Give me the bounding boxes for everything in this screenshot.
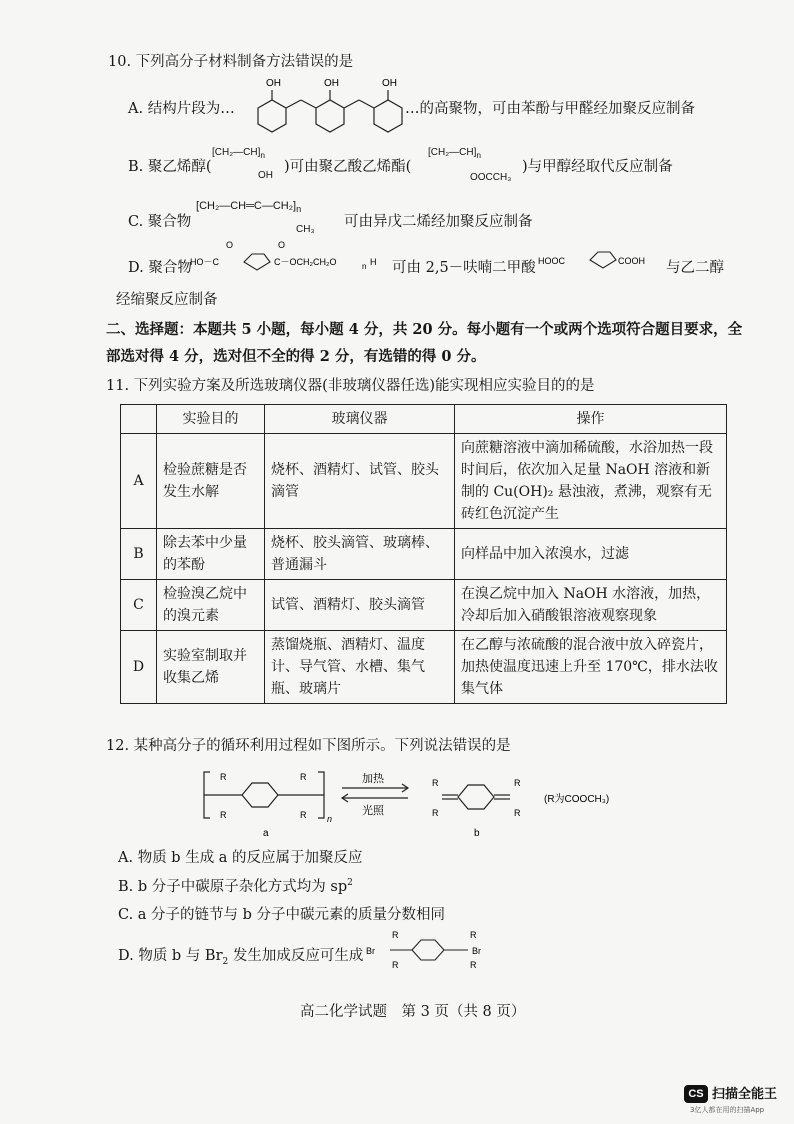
glassware-cell: 试管、酒精灯、胶头滴管 xyxy=(265,580,455,631)
o-label: O xyxy=(278,240,286,250)
glassware-cell: 蒸馏烧瓶、酒精灯、温度计、导气管、水槽、集气瓶、玻璃片 xyxy=(265,631,455,704)
isoprene-chain: CH₂—CH═C—CH₂ xyxy=(199,200,294,212)
q12-option-d-suffix: 发生加成反应可生成 xyxy=(228,948,364,964)
hooc-label: HOOC xyxy=(538,256,565,266)
n-label: n xyxy=(327,814,333,824)
table-row xyxy=(121,631,727,704)
row-label: D xyxy=(121,631,157,704)
row-label: A xyxy=(121,434,157,529)
header-cell: 操作 xyxy=(455,405,727,434)
furandicarboxylic-acid-structure xyxy=(538,244,668,274)
glassware-cell: 烧杯、胶头滴管、玻璃棒、普通漏斗 xyxy=(265,529,455,580)
r-label: R xyxy=(514,808,521,818)
q12-option-c: C. a 分子的链节与 b 分子中碳元素的质量分数相同 xyxy=(118,907,446,923)
r-label: R xyxy=(470,960,477,970)
header-cell: 实验目的 xyxy=(157,405,265,434)
o-label: O xyxy=(226,240,234,250)
q12-option-d xyxy=(118,944,363,967)
hybridization-superscript: 2 xyxy=(347,878,353,889)
polymer-cycle-diagram xyxy=(196,760,666,840)
purpose-cell: 实验室制取并收集乙烯 xyxy=(157,631,265,704)
section2-instructions-line2: 部选对得 4 分，选对但不全的得 2 分，有选错的得 0 分。 xyxy=(106,348,486,365)
d-left-group: HO－C xyxy=(190,257,219,267)
q12-option-b-text: B. b 分子中碳原子杂化方式均为 sp xyxy=(118,879,348,895)
dibromide-product-structure xyxy=(366,928,526,972)
table-row xyxy=(121,580,727,631)
q12-option-d-text: D. 物质 b 与 Br xyxy=(118,948,223,964)
r-label: R xyxy=(392,930,399,940)
row-label: C xyxy=(121,580,157,631)
purpose-cell: 检验蔗糖是否发生水解 xyxy=(157,434,265,529)
oh-label: OH xyxy=(266,78,281,89)
q10-option-a-prefix: A. 结构片段为… xyxy=(128,101,235,117)
oh-label: OH xyxy=(382,78,397,89)
label-a: a xyxy=(263,828,269,839)
q10-option-d-continuation: 经缩聚反应制备 xyxy=(116,292,218,308)
n-label: n xyxy=(362,262,367,271)
section2-instructions-line1: 二、选择题：本题共 5 小题，每小题 4 分，共 20 分。每小题有一个或两个选项符合题目要求，全 xyxy=(106,321,743,338)
cooh-label: COOH xyxy=(618,256,645,266)
arrow-label-heat: 加热 xyxy=(362,773,384,785)
scanner-watermark-subtitle: 3亿人都在用的扫描App xyxy=(690,1106,765,1114)
q10-option-b-prefix: B. 聚乙烯醇( xyxy=(128,159,212,175)
operation-cell: 向蔗糖溶液中滴加稀硫酸，水浴加热一段时间后，依次加入足量 NaOH 溶液和新制的 Cu(OH)₂ 悬浊液，煮沸，观察有无砖红色沉淀产生 xyxy=(455,434,727,529)
q10-option-c-suffix: 可由异戊二烯经加聚反应制备 xyxy=(344,214,533,230)
polyester-structure xyxy=(190,236,390,276)
glassware-cell: 烧杯、酒精灯、试管、胶头滴管 xyxy=(265,434,455,529)
phenol-formaldehyde-structure xyxy=(236,74,406,136)
q12-stem: 12. 某种高分子的循环利用过程如下图所示。下列说法错误的是 xyxy=(106,738,511,754)
table-header-row xyxy=(121,405,727,434)
page-footer: 高二化学试题 第 3 页（共 8 页） xyxy=(300,1004,526,1020)
r-label: R xyxy=(432,778,439,788)
d-right-group: C－OCH₂CH₂O xyxy=(274,257,337,267)
q10-option-b-middle: )可由聚乙酸乙烯酯( xyxy=(284,159,412,175)
polyvinyl-alcohol-unit: $[CH_2—CH]_n$ xyxy=(212,147,265,160)
purpose-cell: 检验溴乙烷中的溴元素 xyxy=(157,580,265,631)
table-row xyxy=(121,434,727,529)
label-b: b xyxy=(474,828,480,839)
operation-cell: 向样品中加入浓溴水，过滤 xyxy=(455,529,727,580)
polyisoprene-unit: $[CH_2—CH═C—CH_2]_n$ xyxy=(196,200,302,215)
q10-option-c-prefix: C. 聚合物 xyxy=(128,214,192,230)
r-label: R xyxy=(300,772,307,782)
scanner-watermark-title: 扫描全能王 xyxy=(712,1087,778,1102)
n-label: n xyxy=(260,150,265,160)
r-label: R xyxy=(220,810,227,820)
operation-cell: 在乙醇与浓硫酸的混合液中放入碎瓷片，加热使温度迅速上升至 170℃，排水法收集气体 xyxy=(455,631,727,704)
q10-option-b-suffix: )与甲醇经取代反应制备 xyxy=(522,159,673,175)
br-label: Br xyxy=(472,946,481,956)
table-row xyxy=(121,529,727,580)
oh-label: OH xyxy=(258,170,273,181)
r-label: R xyxy=(220,772,227,782)
r-label: R xyxy=(432,808,439,818)
r-group-note: (R为COOCH₃) xyxy=(544,794,610,805)
br-label: Br xyxy=(366,946,375,956)
ch2ch-unit: CH₂—CH xyxy=(430,147,474,158)
q11-stem: 11. 下列实验方案及所选玻璃仪器(非玻璃仪器任选)能实现相应实验目的的是 xyxy=(106,378,595,394)
row-label: B xyxy=(121,529,157,580)
q10-option-a-suffix: …的高聚物，可由苯酚与甲醛经加聚反应制备 xyxy=(405,101,695,117)
n-label: n xyxy=(296,204,302,215)
r-label: R xyxy=(300,810,307,820)
r-label: R xyxy=(470,930,477,940)
ch3-label: CH₃ xyxy=(296,224,315,235)
br2-subscript: 2 xyxy=(222,956,229,967)
ococh3-label: OOCCH₃ xyxy=(470,172,512,183)
experiment-table xyxy=(120,404,727,704)
ch2ch-unit: CH₂—CH xyxy=(214,147,258,158)
scanner-logo-icon: CS xyxy=(684,1085,708,1103)
h-label: H xyxy=(370,257,377,267)
q12-option-a: A. 物质 b 生成 a 的反应属于加聚反应 xyxy=(118,850,363,866)
oh-label: OH xyxy=(324,78,339,89)
q10-option-d-middle: 可由 2,5－呋喃二甲酸 xyxy=(392,260,536,276)
polyvinyl-acetate-unit: $[CH_2—CH]_n$ xyxy=(428,147,481,160)
r-label: R xyxy=(392,960,399,970)
header-cell: 玻璃仪器 xyxy=(265,405,455,434)
n-label: n xyxy=(476,150,481,160)
purpose-cell: 除去苯中少量的苯酚 xyxy=(157,529,265,580)
header-cell xyxy=(121,405,157,434)
operation-cell: 在溴乙烷中加入 NaOH 水溶液，加热，冷却后加入硝酸银溶液观察现象 xyxy=(455,580,727,631)
arrow-label-light: 光照 xyxy=(362,805,384,817)
q10-option-d-suffix: 与乙二醇 xyxy=(666,260,724,276)
q10-option-d-prefix: D. 聚合物 xyxy=(128,260,192,276)
q12-option-b xyxy=(118,875,353,896)
r-label: R xyxy=(514,778,521,788)
q10-stem: 10. 下列高分子材料制备方法错误的是 xyxy=(108,54,354,70)
